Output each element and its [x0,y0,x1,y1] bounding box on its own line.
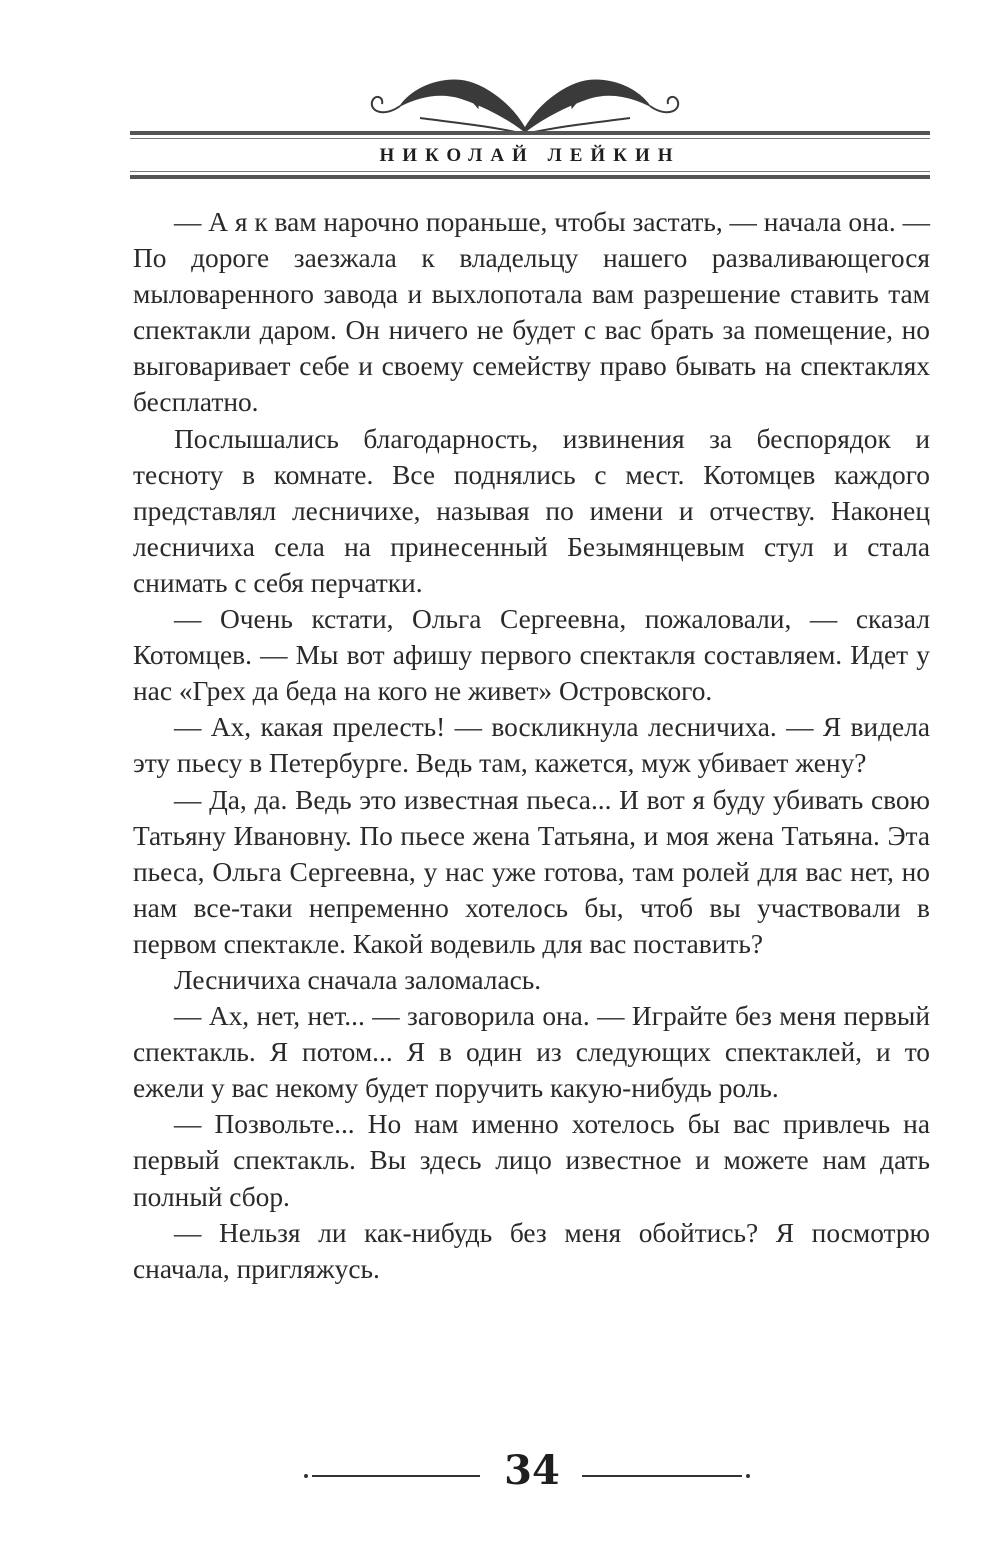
paragraph: — Да, да. Ведь это известная пьеса... И вот я буду убивать свою Татьяну Ивановну. По пьесе жена Татьяна, и моя жена Татьяна. Эта пьеса, Ольга Сергеевна, у нас уже готова, там ролей для вас нет, но нам все-таки непременно хотелось бы, чтоб вы участвовали в первом спектакле. Какой водевиль для вас поставить? [133,784,930,959]
footer-rule-right [582,1475,742,1477]
body-text [133,204,930,1287]
paragraph: — Ах, какая прелесть! — воскликнула лесничиха. — Я видела эту пьесу в Петербурге. Ведь там, кажется, муж убивает жену? [133,712,930,779]
header-rule-top-thick [130,131,930,135]
footer-dot-left [304,1474,308,1478]
paragraph: Лесничиха сначала заломалась. [174,964,542,995]
running-header-author: НИКОЛАЙ ЛЕЙКИН [379,145,681,166]
paragraph: Послышались благодарность, извинения за беспорядок и тесноту в комнате. Все поднялись с мест. Котомцев каждого представлял лесничихе, называя по имени и отчеству. Наконец лесничиха села на принесенный Безымянцевым стул и стала снимать с себя перчатки. [133,423,930,598]
footer-dot-right [746,1474,750,1478]
page-footer [300,1446,720,1496]
header-rule-bottom-thin [130,171,930,172]
decorative-ornament-icon [360,62,690,142]
paragraph: — Позвольте... Но нам именно хотелось бы вас привлечь на первый спектакль. Вы здесь лицо известное и можете нам дать полный сбор. [133,1109,930,1212]
header-rule-bottom-thick [130,175,930,179]
header-rule-top-thin [130,138,930,139]
paragraph: — А я к вам нарочно пораньше, чтобы застать, — начала она. — По дороге заезжала к владельцу нашего разваливающегося мыловаренного завода и выхлопотала вам разрешение ставить там спектакли даром. Он ничего не будет с вас брать за помещение, но выговаривает себе и своему семейству право бывать на спектаклях бесплатно. [133,207,930,418]
page-number: 34 [504,1447,560,1494]
paragraph: — Очень кстати, Ольга Сергеевна, пожаловали, — сказал Котомцев. — Мы вот афишу первого спектакля составляем. Идет у нас «Грех да беда на кого не живет» Островского. [133,604,930,707]
footer-rule-left [312,1475,480,1477]
paragraph: — Ах, нет, нет... — заговорила она. — Играйте без меня первый спектакль. Я потом... Я в один из следующих спектаклей, и то ежели у вас некому будет поручить какую-нибудь роль. [133,1001,930,1104]
paragraph: — Нельзя ли как-нибудь без меня обойтись? Я посмотрю сначала, пригляжусь. [133,1217,930,1284]
